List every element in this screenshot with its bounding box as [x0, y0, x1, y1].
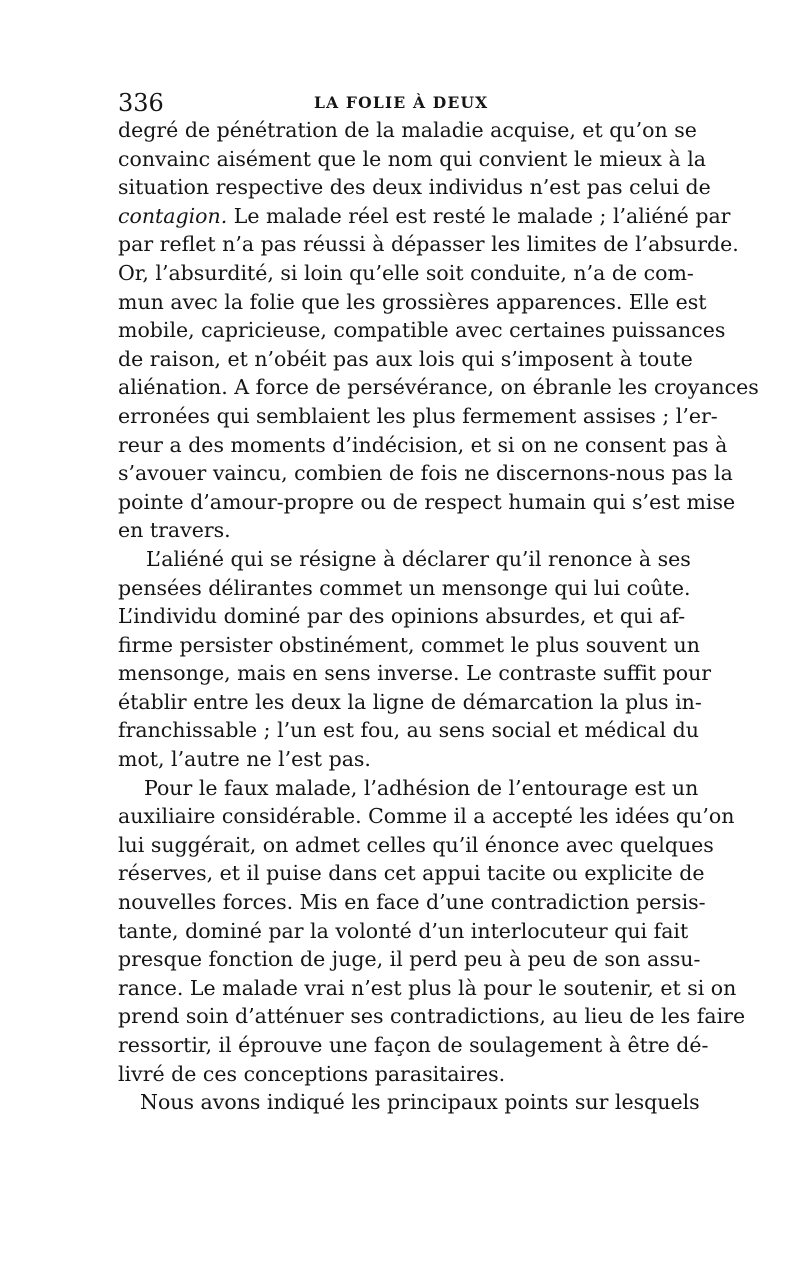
text-line: livré de ces conceptions parasitaires. [118, 1061, 506, 1086]
text-line: situation respective des deux individus n’est pas celui de [118, 175, 711, 200]
text-line: nouvelles forces. Mis en face d’une contradiction persis- [118, 890, 706, 915]
paragraph-first-line: L’aliéné qui se résigne à déclarer qu’il renonce à ses [146, 546, 691, 571]
text-line: tante, dominé par la volonté d’un interlocuteur qui fait [118, 918, 689, 943]
italic-term: contagion. [118, 203, 228, 228]
text-line: reur a des moments d’indécision, et si on ne consent pas à [118, 432, 728, 457]
text-line: convainc aisément que le nom qui convient le mieux à la [118, 146, 707, 171]
text-line: réserves, et il puise dans cet appui tacite ou explicite de [118, 861, 705, 886]
text-line: mot, l’autre ne l’est pas. [118, 747, 371, 772]
text-line: mobile, capricieuse, compatible avec certaines puissances [118, 318, 726, 343]
text-line: mensonge, mais en sens inverse. Le contraste suffit pour [118, 661, 712, 686]
text-line: ressortir, il éprouve une façon de soulagement à être dé- [118, 1033, 709, 1057]
paragraph-first-line: Nous avons indiqué les principaux points sur lesquels [140, 1090, 700, 1115]
text-line: pensées délirantes commet un mensonge qui lui coûte. [118, 575, 691, 600]
text-line: firme persister obstinément, commet le plus souvent un [118, 632, 700, 657]
text-line: pointe d’amour-propre ou de respect humain qui s’est mise [118, 489, 736, 514]
text-line: lui suggérait, on admet celles qu’il énonce avec quelques [118, 832, 714, 857]
text-line-continuation: Le malade réel est resté le malade ; l’aliéné par [227, 203, 731, 228]
text-line: prend soin d’atténuer ses contradictions, au lieu de les faire [118, 1004, 746, 1029]
text-line: par reflet n’a pas réussi à dépasser les limites de l’absurde. [118, 232, 739, 257]
paragraph-first-line: Pour le faux malade, l’adhésion de l’entourage est un [144, 775, 699, 800]
text-line: erronées qui semblaient les plus fermement assises ; l’er- [118, 403, 718, 428]
running-header [118, 88, 680, 118]
text-line: rance. Le malade vrai n’est plus là pour le soutenir, et si on [118, 975, 737, 1000]
text-line: aliénation. A force de persévérance, on ébranle les croyances [118, 375, 759, 400]
page-number: 336 [118, 89, 164, 117]
text-line: en travers. [118, 518, 231, 543]
text-line: auxiliaire considérable. Comme il a accepté les idées qu’on [118, 804, 735, 829]
text-line: mun avec la folie que les grossières apparences. Elle est [118, 289, 707, 314]
text-line: presque fonction de juge, il perd peu à peu de son assu- [118, 947, 701, 972]
text-line: de raison, et n’obéit pas aux lois qui s’imposent à toute [118, 346, 693, 371]
text-line [118, 202, 731, 231]
running-title: LA FOLIE À DEUX [314, 93, 489, 112]
body-text [118, 116, 759, 1117]
text-line: L’individu dominé par des opinions absurdes, et qui af- [118, 604, 686, 629]
text-line: établir entre les deux la ligne de démarcation la plus in- [118, 689, 702, 714]
text-line: degré de pénétration de la maladie acquise, et qu’on se [118, 118, 697, 142]
text-line: franchissable ; l’un est fou, au sens social et médical du [118, 718, 699, 743]
text-line: s’avouer vaincu, combien de fois ne discernons-nous pas la [118, 461, 733, 486]
text-line: Or, l’absurdité, si loin qu’elle soit conduite, n’a de com- [118, 260, 694, 285]
